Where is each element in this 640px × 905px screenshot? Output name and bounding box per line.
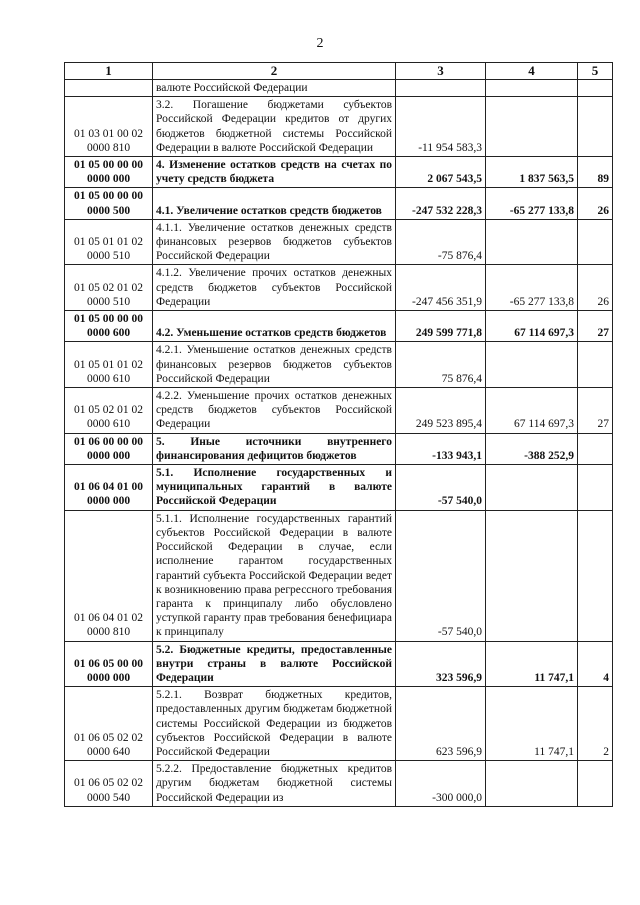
amount-cell: 75 876,4: [396, 342, 486, 388]
name-cell: 4.2.1. Уменьшение остатков денежных средств финансовых резервов бюджетов субъектов Российской Федерации: [153, 342, 396, 388]
code-cell: 01 05 01 01 02 0000 610: [65, 342, 153, 388]
table-row: [65, 157, 613, 188]
percent-cell: [578, 80, 613, 97]
amount-cell: -65 277 133,8: [486, 188, 578, 219]
amount-cell: 11 747,1: [486, 641, 578, 687]
amount-cell: -133 943,1: [396, 433, 486, 464]
table-row: [65, 265, 613, 311]
amount-cell: 1 837 563,5: [486, 157, 578, 188]
code-cell: 01 05 02 01 02 0000 610: [65, 388, 153, 434]
amount-cell: 67 114 697,3: [486, 311, 578, 342]
amount-cell: [486, 97, 578, 157]
code-cell: 01 06 00 00 00 0000 000: [65, 433, 153, 464]
amount-cell: -11 954 583,3: [396, 97, 486, 157]
name-cell: 5.2. Бюджетные кредиты, предоставленные внутри страны в валюте Российской Федерации: [153, 641, 396, 687]
table-row: [65, 80, 613, 97]
amount-cell: 249 523 895,4: [396, 388, 486, 434]
code-cell: 01 06 05 00 00 0000 000: [65, 641, 153, 687]
percent-cell: 26: [578, 265, 613, 311]
percent-cell: [578, 510, 613, 641]
amount-cell: -388 252,9: [486, 433, 578, 464]
amount-cell: 67 114 697,3: [486, 388, 578, 434]
table-row: [65, 465, 613, 511]
table-row: [65, 641, 613, 687]
amount-cell: -300 000,0: [396, 761, 486, 807]
percent-cell: [578, 465, 613, 511]
name-cell: 4.1.1. Увеличение остатков денежных средств финансовых резервов бюджетов субъектов Российской Федерации: [153, 219, 396, 265]
header-cell: 4: [486, 63, 578, 80]
percent-cell: 26: [578, 188, 613, 219]
amount-cell: 623 596,9: [396, 687, 486, 761]
table-row: [65, 388, 613, 434]
amount-cell: [486, 761, 578, 807]
amount-cell: -57 540,0: [396, 465, 486, 511]
code-cell: 01 05 00 00 00 0000 500: [65, 188, 153, 219]
percent-cell: [578, 433, 613, 464]
page-number: 2: [316, 36, 324, 51]
header-cell: 5: [578, 63, 613, 80]
name-cell: 4.2.2. Уменьшение прочих остатков денежных средств бюджетов субъектов Российской Федерации: [153, 388, 396, 434]
budget-sources-table: [64, 62, 613, 807]
table-row: [65, 433, 613, 464]
name-cell: 5.2.2. Предоставление бюджетных кредитов другим бюджетам бюджетной системы Российской Федерации из: [153, 761, 396, 807]
percent-cell: [578, 97, 613, 157]
percent-cell: [578, 219, 613, 265]
code-cell: 01 05 00 00 00 0000 600: [65, 311, 153, 342]
amount-cell: [396, 80, 486, 97]
name-cell: валюте Российской Федерации: [153, 80, 396, 97]
code-cell: 01 06 04 01 02 0000 810: [65, 510, 153, 641]
amount-cell: [486, 219, 578, 265]
code-cell: 01 06 05 02 02 0000 540: [65, 761, 153, 807]
percent-cell: 27: [578, 388, 613, 434]
code-cell: 01 05 00 00 00 0000 000: [65, 157, 153, 188]
percent-cell: [578, 761, 613, 807]
table-row: [65, 761, 613, 807]
amount-cell: 11 747,1: [486, 687, 578, 761]
name-cell: 5.2.1. Возврат бюджетных кредитов, предоставленных другим бюджетам бюджетной системы Российской Федерации из бюджетов субъектов Российской Федерации в валюте Российской Федерации: [153, 687, 396, 761]
name-cell: 5.1.1. Исполнение государственных гарантий субъектов Российской Федерации в валюте Российской Федерации в случае, если исполнение гарантом государственных гарантий субъекта Российской Федерации ведет к возникновению права регрессного требования гаранта к принципалу либо обусловлено уступкой гаранту прав требования бенефициара к принципалу: [153, 510, 396, 641]
code-cell: 01 03 01 00 02 0000 810: [65, 97, 153, 157]
percent-cell: 2: [578, 687, 613, 761]
code-cell: 01 05 01 01 02 0000 510: [65, 219, 153, 265]
name-cell: 4. Изменение остатков средств на счетах по учету средств бюджета: [153, 157, 396, 188]
amount-cell: -247 532 228,3: [396, 188, 486, 219]
header-cell: 1: [65, 63, 153, 80]
header-cell: 3: [396, 63, 486, 80]
table-row: [65, 311, 613, 342]
table-row: [65, 219, 613, 265]
percent-cell: 4: [578, 641, 613, 687]
percent-cell: 89: [578, 157, 613, 188]
table-row: [65, 510, 613, 641]
amount-cell: [486, 465, 578, 511]
name-cell: 5.1. Исполнение государственных и муниципальных гарантий в валюте Российской Федерации: [153, 465, 396, 511]
amount-cell: 2 067 543,5: [396, 157, 486, 188]
code-cell: 01 06 04 01 00 0000 000: [65, 465, 153, 511]
name-cell: 3.2. Погашение бюджетами субъектов Российской Федерации кредитов от других бюджетов бюджетной системы Российской Федерации в валюте Российской Федерации: [153, 97, 396, 157]
amount-cell: [486, 80, 578, 97]
amount-cell: [486, 342, 578, 388]
percent-cell: 27: [578, 311, 613, 342]
name-cell: 4.1.2. Увеличение прочих остатков денежных средств бюджетов субъектов Российской Федерации: [153, 265, 396, 311]
name-cell: 4.2. Уменьшение остатков средств бюджетов: [153, 311, 396, 342]
amount-cell: 323 596,9: [396, 641, 486, 687]
header-cell: 2: [153, 63, 396, 80]
amount-cell: -247 456 351,9: [396, 265, 486, 311]
amount-cell: -75 876,4: [396, 219, 486, 265]
amount-cell: -65 277 133,8: [486, 265, 578, 311]
code-cell: 01 05 02 01 02 0000 510: [65, 265, 153, 311]
percent-cell: [578, 342, 613, 388]
table-row: [65, 687, 613, 761]
table-row: [65, 342, 613, 388]
table-row: [65, 97, 613, 157]
code-cell: [65, 80, 153, 97]
amount-cell: [486, 510, 578, 641]
amount-cell: -57 540,0: [396, 510, 486, 641]
header-row: [65, 63, 613, 80]
name-cell: 5. Иные источники внутреннего финансирования дефицитов бюджетов: [153, 433, 396, 464]
table-row: [65, 188, 613, 219]
table-body: [65, 80, 613, 807]
name-cell: 4.1. Увеличение остатков средств бюджетов: [153, 188, 396, 219]
amount-cell: 249 599 771,8: [396, 311, 486, 342]
code-cell: 01 06 05 02 02 0000 640: [65, 687, 153, 761]
